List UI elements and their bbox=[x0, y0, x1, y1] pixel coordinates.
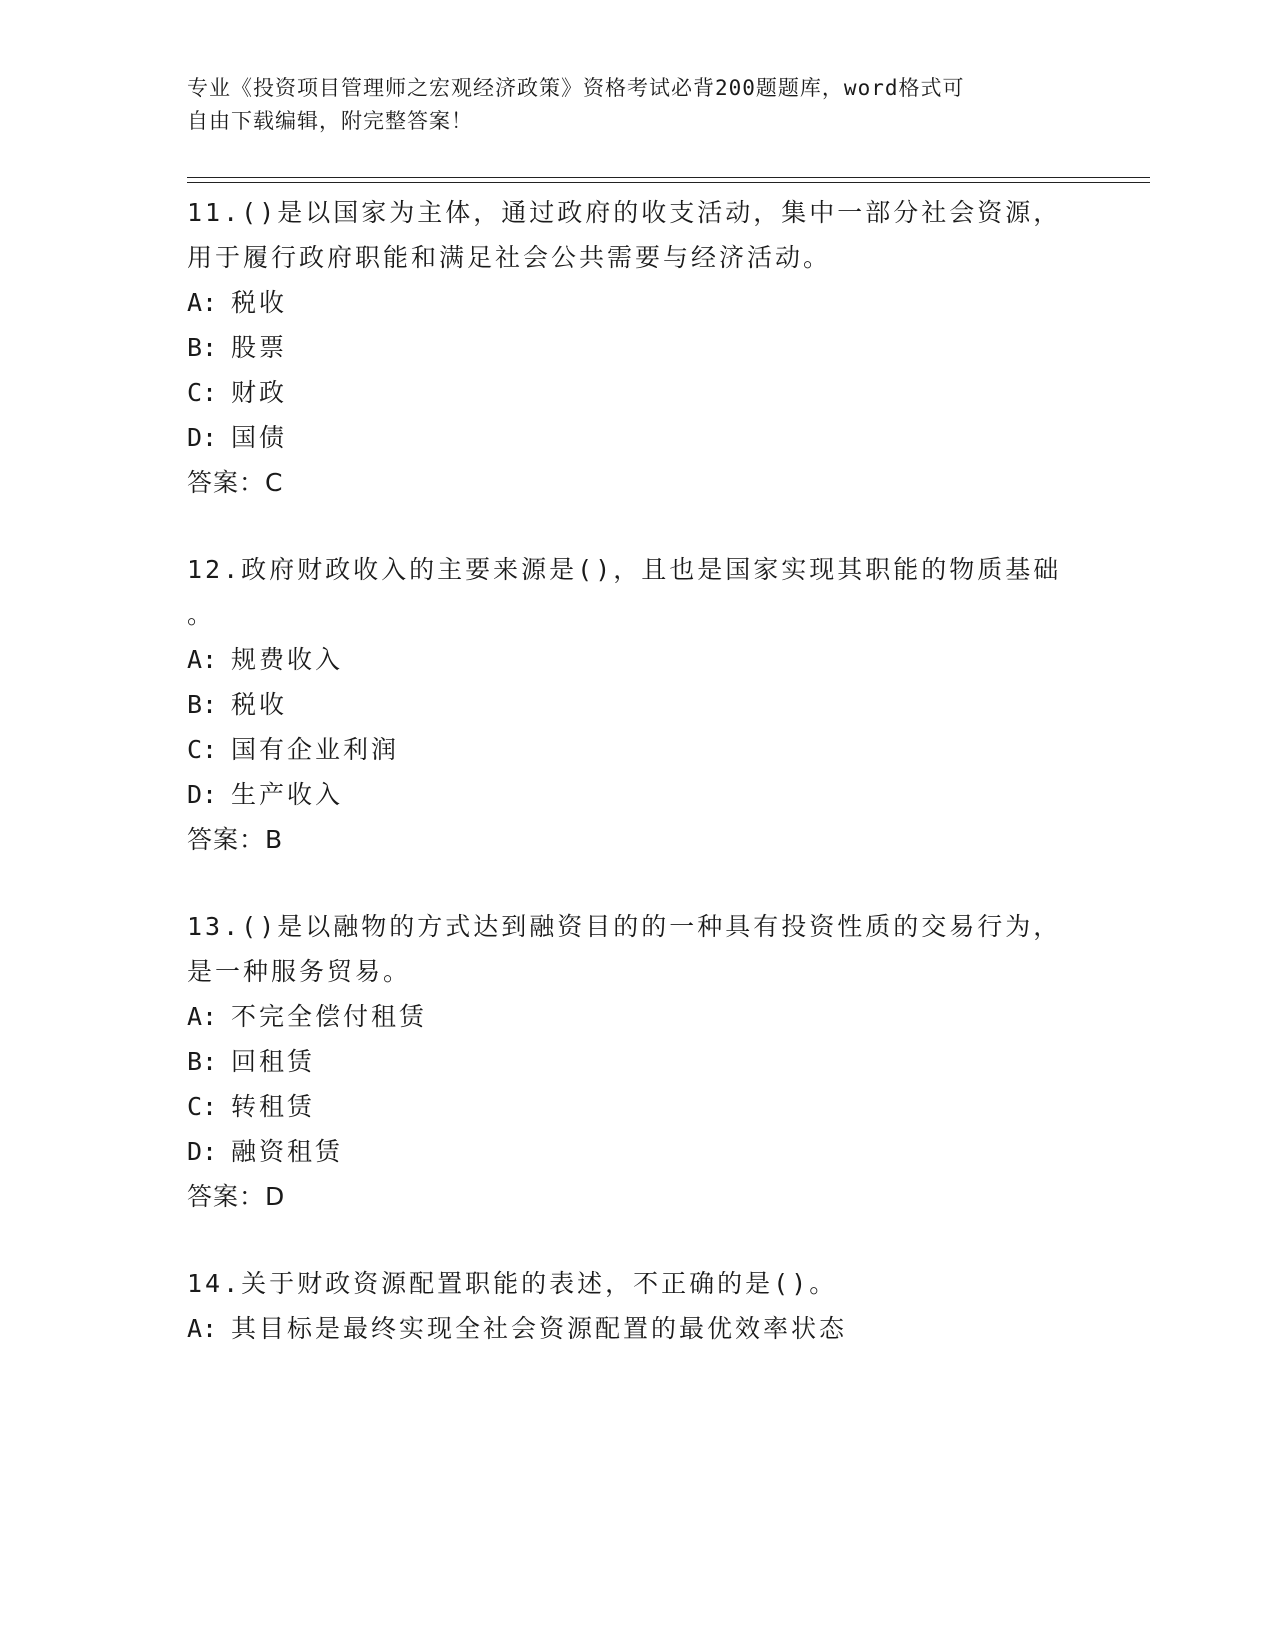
question-list bbox=[187, 190, 1087, 1393]
option-a bbox=[187, 994, 1087, 1039]
question-11 bbox=[187, 190, 1087, 505]
question-stem: 11.()是以国家为主体，通过政府的收支活动，集中一部分社会资源， bbox=[187, 198, 1062, 227]
header-line-2: 自由下载编辑，附完整答案！ bbox=[187, 109, 473, 133]
option-text: 税收 bbox=[231, 288, 288, 317]
option-text: 生产收入 bbox=[231, 780, 344, 809]
option-b bbox=[187, 682, 1087, 727]
option-text: 财政 bbox=[231, 378, 288, 407]
answer-line: 答案：C bbox=[187, 468, 284, 497]
option-text: 融资租赁 bbox=[231, 1137, 344, 1166]
option-letter: C: bbox=[187, 735, 218, 764]
option-letter: A: bbox=[187, 288, 218, 317]
answer-line: 答案：D bbox=[187, 1182, 286, 1211]
option-text: 税收 bbox=[231, 690, 288, 719]
option-d bbox=[187, 415, 1087, 460]
option-a bbox=[187, 637, 1087, 682]
option-letter: D: bbox=[187, 780, 218, 809]
question-12 bbox=[187, 547, 1087, 862]
option-text: 股票 bbox=[231, 333, 288, 362]
question-stem-continued: 用于履行政府职能和满足社会公共需要与经济活动。 bbox=[187, 243, 832, 272]
option-letter: D: bbox=[187, 423, 218, 452]
option-b bbox=[187, 325, 1087, 370]
option-a bbox=[187, 1306, 1087, 1351]
option-letter: D: bbox=[187, 1137, 218, 1166]
option-text: 国有企业利润 bbox=[231, 735, 400, 764]
option-letter: B: bbox=[187, 1047, 218, 1076]
question-13 bbox=[187, 904, 1087, 1219]
option-letter: C: bbox=[187, 1092, 218, 1121]
option-letter: A: bbox=[187, 645, 218, 674]
option-d bbox=[187, 772, 1087, 817]
option-letter: A: bbox=[187, 1314, 218, 1343]
option-letter: B: bbox=[187, 333, 218, 362]
header-divider bbox=[187, 177, 1150, 183]
question-stem: 12.政府财政收入的主要来源是()，且也是国家实现其职能的物质基础 bbox=[187, 555, 1062, 584]
option-text: 回租赁 bbox=[231, 1047, 316, 1076]
option-text: 不完全偿付租赁 bbox=[231, 1002, 428, 1031]
option-b bbox=[187, 1039, 1087, 1084]
question-stem: 14.关于财政资源配置职能的表述，不正确的是()。 bbox=[187, 1269, 838, 1298]
option-letter: C: bbox=[187, 378, 218, 407]
answer-line: 答案：B bbox=[187, 825, 284, 854]
question-stem: 13.()是以融物的方式达到融资目的的一种具有投资性质的交易行为， bbox=[187, 912, 1062, 941]
option-a bbox=[187, 280, 1087, 325]
option-c bbox=[187, 727, 1087, 772]
document-header bbox=[187, 72, 1067, 138]
option-letter: B: bbox=[187, 690, 218, 719]
option-text: 规费收入 bbox=[231, 645, 344, 674]
option-text: 国债 bbox=[231, 423, 288, 452]
option-text: 其目标是最终实现全社会资源配置的最优效率状态 bbox=[231, 1314, 848, 1343]
question-stem-continued: 。 bbox=[187, 600, 216, 629]
header-line-1: 专业《投资项目管理师之宏观经济政策》资格考试必背200题题库，word格式可 bbox=[187, 76, 965, 100]
question-stem-continued: 是一种服务贸易。 bbox=[187, 957, 412, 986]
option-d bbox=[187, 1129, 1087, 1174]
option-c bbox=[187, 370, 1087, 415]
question-14 bbox=[187, 1261, 1087, 1351]
option-text: 转租赁 bbox=[231, 1092, 316, 1121]
option-c bbox=[187, 1084, 1087, 1129]
option-letter: A: bbox=[187, 1002, 218, 1031]
